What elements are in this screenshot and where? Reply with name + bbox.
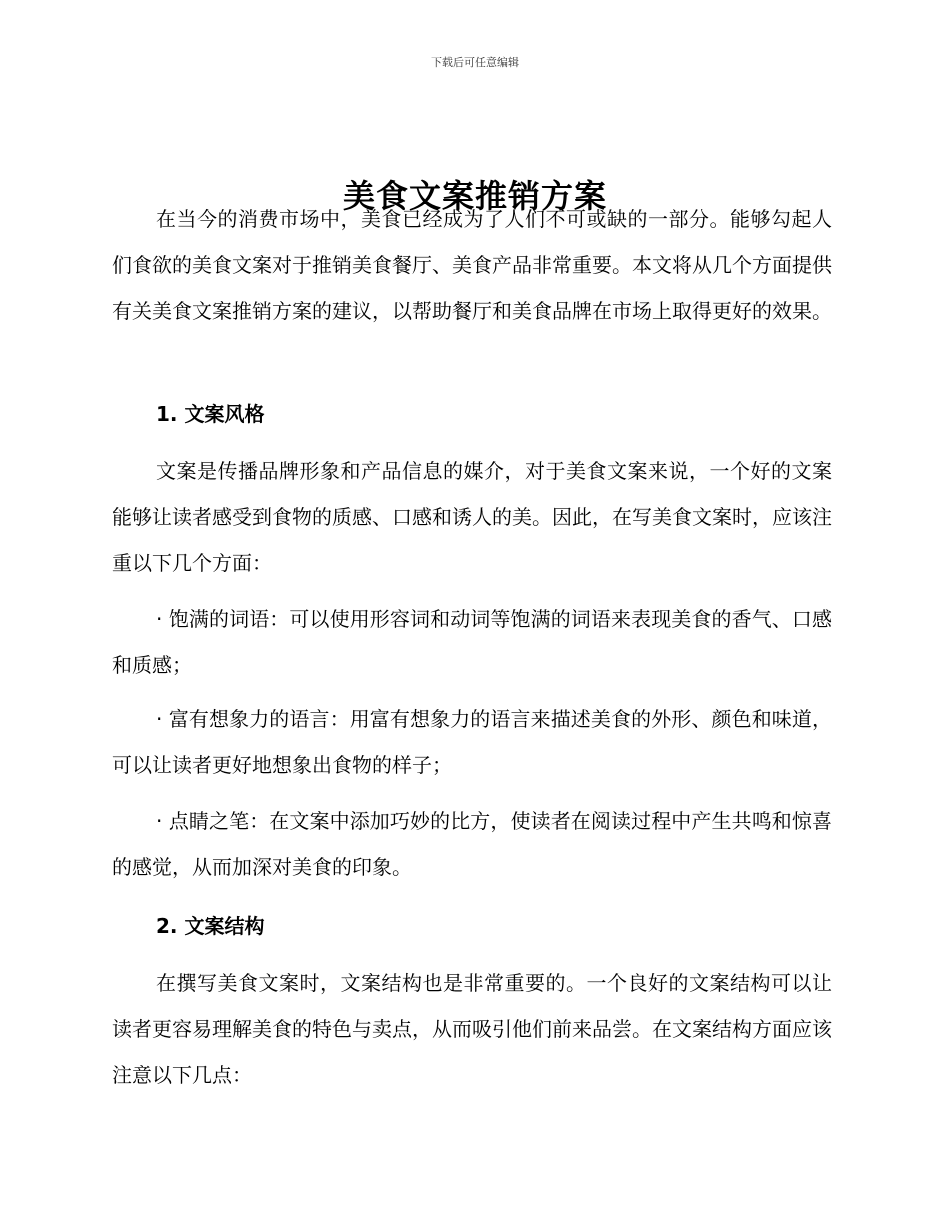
section-2-paragraph: 在撰写美食文案时，文案结构也是非常重要的。一个良好的文案结构可以让读者更容易理解美食的特色与卖点，从而吸引他们前来品尝。在文案结构方面应该注意以下几点： xyxy=(112,971,832,1087)
bullet-item: · 饱满的词语：可以使用形容词和动词等饱满的词语来表现美食的香气、口感和质感； xyxy=(112,607,832,677)
intro-paragraph: 在当今的消费市场中，美食已经成为了人们不可或缺的一部分。能够勾起人们食欲的美食文案对于推销美食餐厅、美食产品非常重要。本文将从几个方面提供有关美食文案推销方案的建议，以帮助餐厅和美食品牌在市场上取得更好的效果。 xyxy=(112,207,832,323)
bullet-item: · 富有想象力的语言：用富有想象力的语言来描述美食的外形、颜色和味道，可以让读者更好地想象出食物的样子； xyxy=(112,707,832,777)
section-1-paragraph: 文案是传播品牌形象和产品信息的媒介，对于美食文案来说，一个好的文案能够让读者感受到食物的质感、口感和诱人的美。因此，在写美食文案时，应该注重以下几个方面： xyxy=(112,459,832,575)
section-2-heading: 2. 文案结构 xyxy=(156,914,265,938)
document-title: 美食文案推销方案 xyxy=(342,177,607,216)
header-note: 下载后可任意编辑 xyxy=(431,56,519,69)
section-1-heading: 1. 文案风格 xyxy=(156,402,265,426)
bullet-item: · 点睛之笔：在文案中添加巧妙的比方，使读者在阅读过程中产生共鸣和惊喜的感觉，从而加深对美食的印象。 xyxy=(112,809,832,879)
